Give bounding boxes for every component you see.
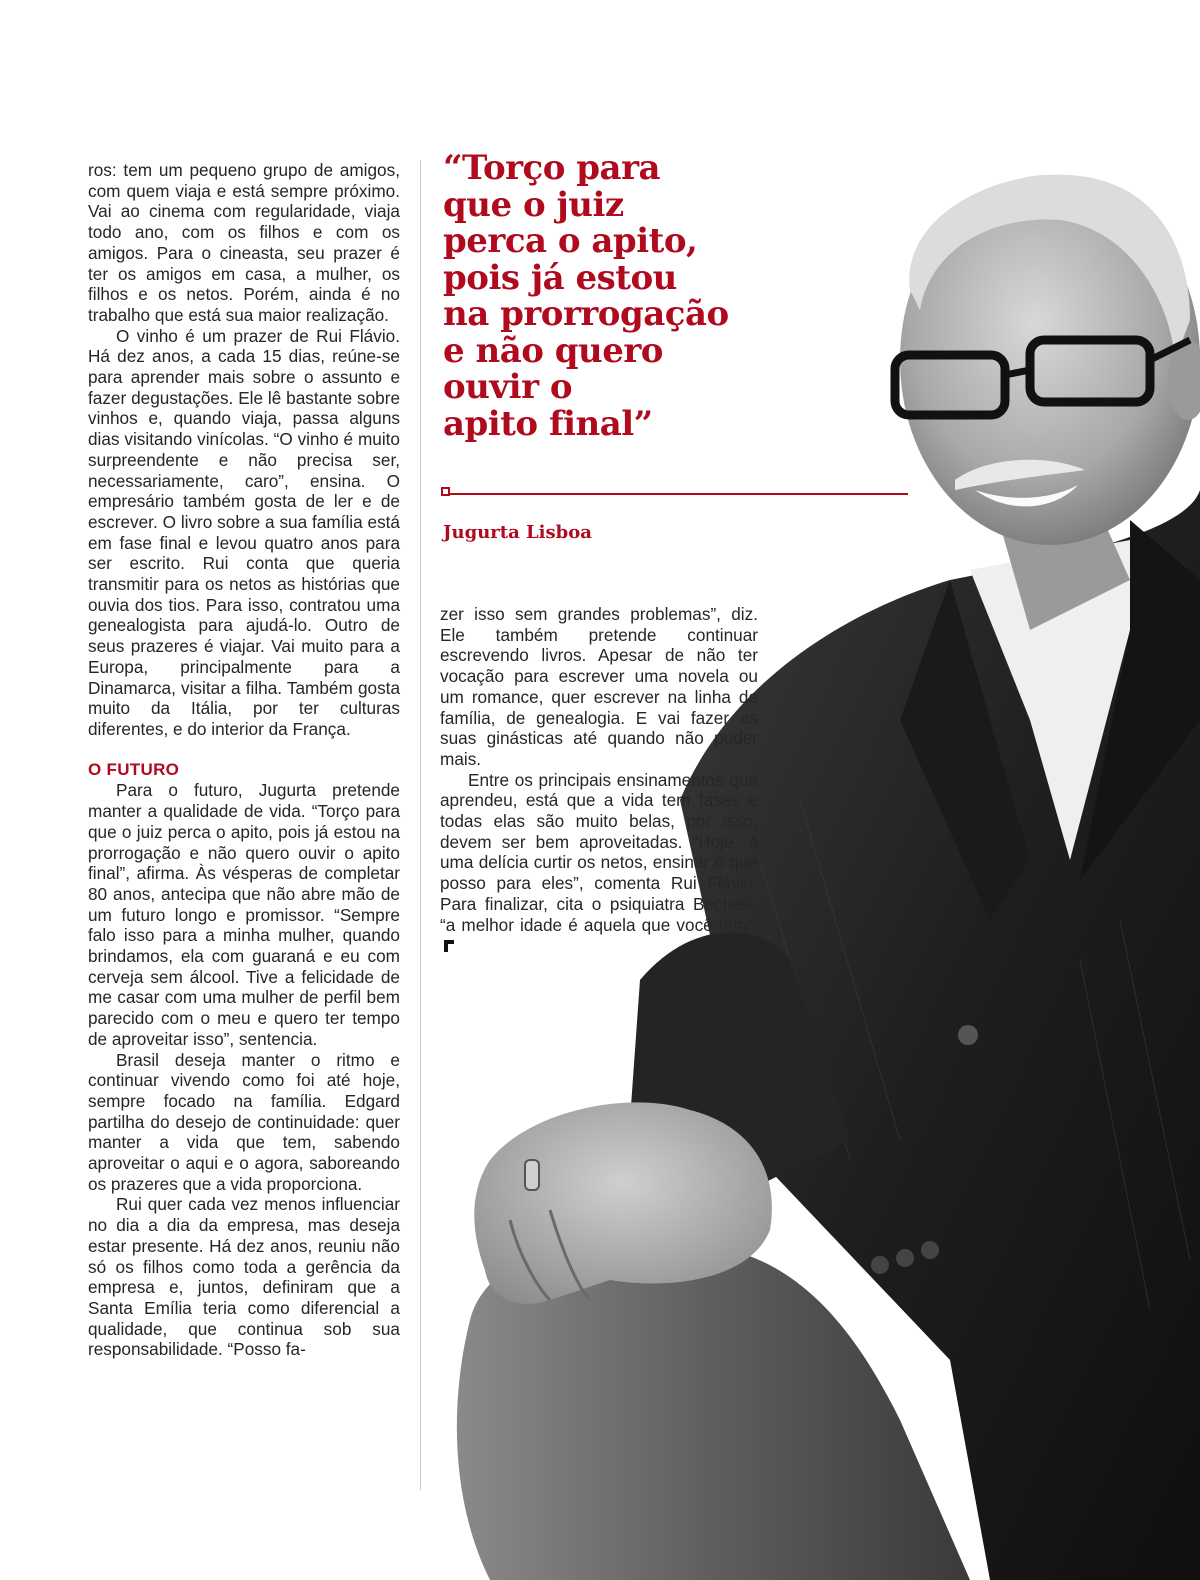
pull-quote-line: ouvir o (443, 367, 572, 407)
square-bullet-icon (441, 487, 450, 496)
article-paragraph: ros: tem um pequeno grupo de amigos, com quem viaja e está sempre próximo. Vai ao cinema com regularidade, viaja todo ano, com os filhos e com os amigos. Para o cineasta, seu prazer é ter os amigos em casa, a mulher, os filhos e os netos. Porém, ainda é no trabalho que está sua maior realização. (88, 160, 400, 325)
section-heading: O FUTURO (88, 759, 180, 779)
article-paragraph: zer isso sem grandes problemas”, diz. Ele também pretende continuar escrevendo livros. Apesar de não ter vocação para escrever uma novela ou um romance, quer escrever na linha de família, de genealogia. E vai fazer as suas ginásticas até quando não puder mais. (440, 604, 758, 769)
article-paragraph-text: Entre os principais ensinamentos que aprendeu, está que a vida tem fases e todas elas são muito belas, por isso, devem ser bem aproveitadas. “Hoje, é uma delícia curtir os netos, ensinar o que posso para eles”, comenta Rui Flávio. Para finalizar, cita o psiquiatra Bechelli: “a melhor idade é aquela que você tem”. (440, 769, 758, 935)
article-paragraph: Para o futuro, Jugurta pretende manter a qualidade de vida. “Torço para que o juiz perca o apito, pois já estou na prorrogação e não quero ouvir o apito final”, afirma. Às vésperas de completar 80 anos, antecipa que não abre mão de um futuro longo e promissor. “Sempre falo isso para a minha mulher, quando brindamos, ela com guaraná e eu com cerveja sem álcool. Tive a felicidade de me casar com uma mulher de perfil bem parecido com o meu e quero ter tempo de aproveitar isso”, sentencia. (88, 780, 400, 1049)
left-article-column (88, 160, 400, 1360)
article-paragraph: Brasil deseja manter o ritmo e continuar vivendo como foi até hoje, sempre focado na família. Edgard partilha do desejo de continuidade: quer manter a vida que tem, sabendo aproveitar o aqui e o agora, saboreando os prazeres que a vida proporciona. (88, 1049, 400, 1194)
pull-quote-line: na prorrogação (443, 294, 729, 334)
pull-quote-line: apito final” (443, 403, 653, 444)
pull-quote-line: “Torço para (443, 148, 661, 188)
pull-quote-line: que o juiz (443, 184, 624, 225)
column-divider (420, 160, 421, 1490)
quote-author: Jugurta Lisboa (443, 522, 592, 543)
pull-quote-line: e não quero (443, 330, 663, 371)
pull-quote (443, 150, 763, 442)
article-paragraph: O vinho é um prazer de Rui Flávio. Há dez anos, a cada 15 dias, reúne-se para aprender mais sobre o assunto e fazer degustações. Ele lê bastante sobre vinhos e, quando viaja, passa alguns dias visitando vinícolas. “O vinho é muito surpreendente e não precisa ser, necessariamente, caro”, ensina. O empresário também gosta de ler e de escrever. O livro sobre a sua família está em fase final e levou quatro anos para ser escrito. Rui conta que queria transmitir para os netos as histórias que ouvia dos tios. Para isso, contratou uma genealogista para ajudá-lo. Outro de seus prazeres é viajar. Vai muito para a Europa, principalmente para a Dinamarca, visitar a filha. Também gosta muito da Itália, por ter culturas diferentes, e do interior da França. (88, 325, 400, 739)
end-of-article-icon (444, 940, 454, 952)
pull-quote-line: perca o apito, (443, 221, 698, 261)
right-article-column (440, 604, 758, 956)
article-paragraph-final (440, 770, 758, 956)
article-paragraph: Rui quer cada vez menos influenciar no dia a dia da empresa, mas deseja estar presente. Há dez anos, reuniu não só os filhos como toda a gerência da empresa e, juntos, definiram que a Santa Emília teria como diferencial a qualidade, que continua sob sua responsabilidade. “Posso fa- (88, 1194, 400, 1360)
quote-divider-line (448, 493, 908, 495)
pull-quote-line: pois já estou (443, 257, 677, 298)
